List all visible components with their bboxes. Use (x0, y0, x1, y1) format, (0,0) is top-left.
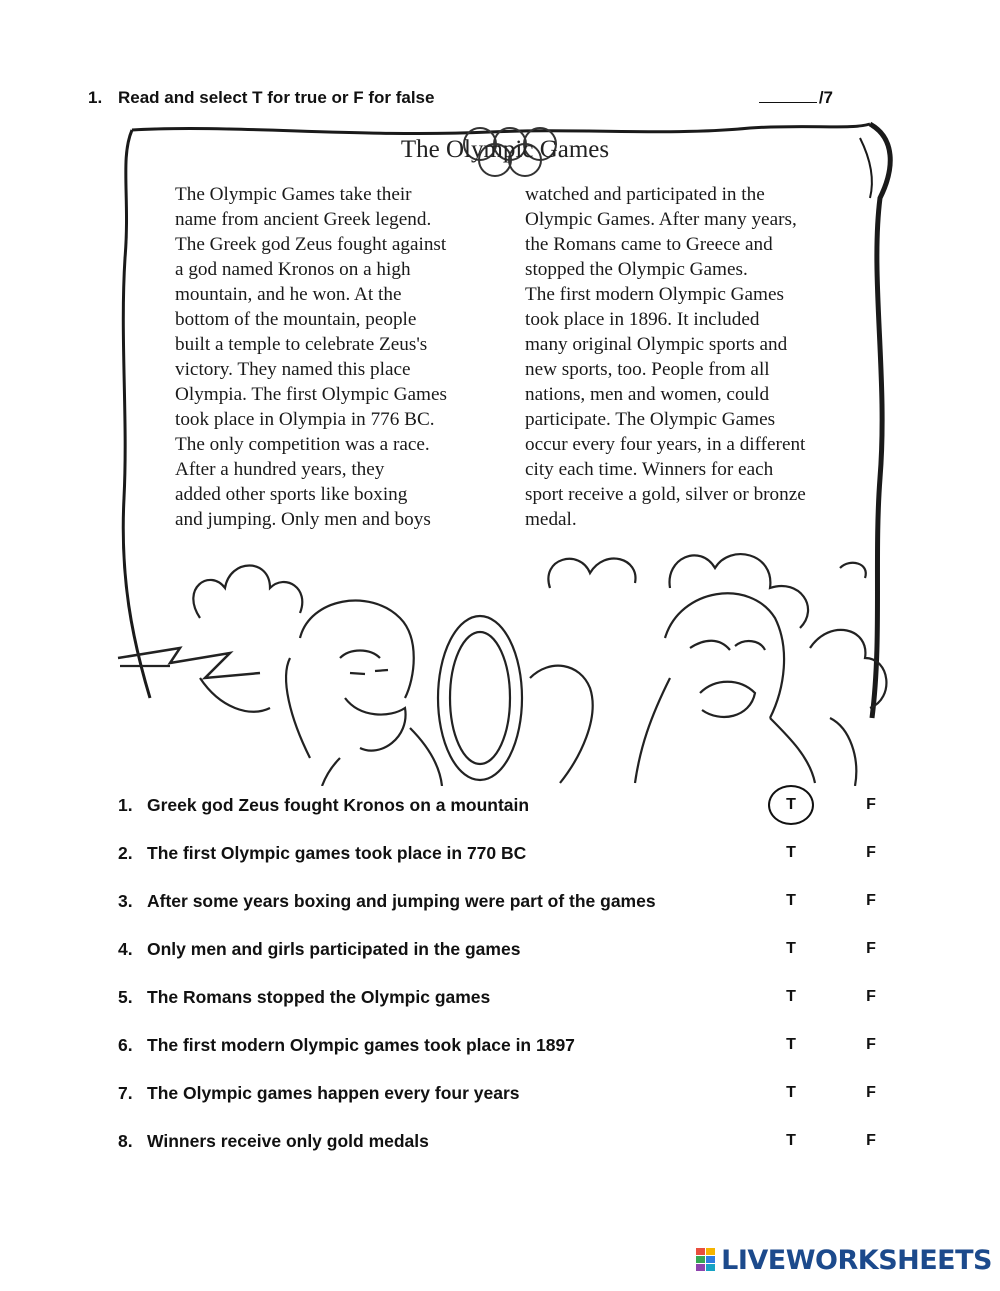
story-line: sport receive a gold, silver or bronze (525, 484, 806, 505)
story-line: The Greek god Zeus fought against (175, 234, 447, 255)
zeus-kronos-illustration (118, 554, 886, 786)
question-text: The first modern Olympic games took place in 1897 (147, 1035, 575, 1055)
story-line: victory. They named this place (175, 359, 411, 380)
story-line: stopped the Olympic Games. (525, 259, 748, 280)
true-option[interactable]: T (768, 785, 814, 825)
false-option[interactable]: F (866, 1132, 876, 1149)
question-number: 8. (118, 1131, 133, 1151)
question-number: 7. (118, 1083, 133, 1103)
false-option[interactable]: F (866, 1036, 876, 1053)
story-line: Olympic Games. After many years, (525, 209, 797, 230)
question-text: Winners receive only gold medals (147, 1131, 429, 1151)
story-column-left (175, 182, 505, 532)
score-total: /7 (818, 88, 833, 107)
exercise-number: 1. (88, 88, 103, 107)
story-line: a god named Kronos on a high (175, 259, 411, 280)
story-scroll (110, 118, 900, 786)
story-line: name from ancient Greek legend. (175, 209, 432, 230)
false-option[interactable]: F (866, 796, 876, 813)
question-text: After some years boxing and jumping were part of the games (147, 891, 656, 911)
story-line: The first modern Olympic Games (525, 284, 784, 305)
story-line: many original Olympic sports and (525, 334, 788, 355)
exercise-instruction: Read and select T for true or F for false (118, 88, 435, 107)
story-line: the Romans came to Greece and (525, 234, 773, 255)
question-row (118, 795, 888, 823)
false-option[interactable]: F (866, 892, 876, 909)
story-line: watched and participated in the (525, 184, 765, 205)
question-row (118, 987, 888, 1015)
score-field (759, 88, 833, 108)
story-line: medal. (525, 509, 577, 530)
scroll-top-edge (132, 124, 870, 134)
liveworksheets-logo-icon (695, 1247, 717, 1273)
false-option[interactable]: F (866, 940, 876, 957)
story-line: mountain, and he won. At the (175, 284, 402, 305)
question-text: The Romans stopped the Olympic games (147, 987, 491, 1007)
exercise-heading (88, 88, 833, 110)
true-option[interactable]: T (786, 892, 796, 909)
true-option[interactable]: T (786, 988, 796, 1005)
story-line: nations, men and women, could (525, 384, 770, 405)
false-option[interactable]: F (866, 844, 876, 861)
false-option[interactable]: F (866, 1084, 876, 1101)
true-option[interactable]: T (786, 1084, 796, 1101)
story-line: took place in 1896. It included (525, 309, 760, 330)
true-option[interactable]: T (786, 844, 796, 861)
story-line: built a temple to celebrate Zeus's (175, 334, 428, 355)
story-line: Olympia. The first Olympic Games (175, 384, 447, 405)
question-row (118, 1035, 888, 1063)
question-row (118, 843, 888, 871)
story-line: bottom of the mountain, people (175, 309, 417, 330)
scroll-left-edge (123, 130, 150, 698)
story-line: city each time. Winners for each (525, 459, 774, 480)
question-row (118, 1083, 888, 1111)
question-row (118, 891, 888, 919)
story-line: occur every four years, in a different (525, 434, 806, 455)
story-column-right (525, 182, 855, 532)
story-line: The Olympic Games take their (175, 184, 412, 205)
question-row (118, 939, 888, 967)
question-text: Only men and girls participated in the games (147, 939, 521, 959)
story-line: participate. The Olympic Games (525, 409, 776, 430)
question-number: 6. (118, 1035, 133, 1055)
true-option[interactable]: T (786, 940, 796, 957)
scroll-right-edge (870, 124, 890, 718)
story-line: The only competition was a race. (175, 434, 430, 455)
story-line: added other sports like boxing (175, 484, 408, 505)
question-number: 3. (118, 891, 133, 911)
question-row (118, 1131, 888, 1159)
question-text: The Olympic games happen every four years (147, 1083, 520, 1103)
liveworksheets-logo[interactable] (695, 1245, 992, 1275)
question-number: 5. (118, 987, 133, 1007)
story-line: took place in Olympia in 776 BC. (175, 409, 435, 430)
question-text: The first Olympic games took place in 770 BC (147, 843, 527, 863)
question-text: Greek god Zeus fought Kronos on a mountain (147, 795, 530, 815)
score-blank (759, 102, 817, 103)
story-line: new sports, too. People from all (525, 359, 770, 380)
question-number: 4. (118, 939, 133, 959)
logo-text: LIVEWORKSHEETS (721, 1244, 992, 1276)
question-number: 2. (118, 843, 133, 863)
story-line: After a hundred years, they (175, 459, 385, 480)
question-number: 1. (118, 795, 133, 815)
story-title: The Olympic Games (400, 136, 610, 163)
true-option[interactable]: T (786, 1132, 796, 1149)
true-option[interactable]: T (786, 1036, 796, 1053)
false-option[interactable]: F (866, 988, 876, 1005)
story-line: and jumping. Only men and boys (175, 509, 431, 530)
